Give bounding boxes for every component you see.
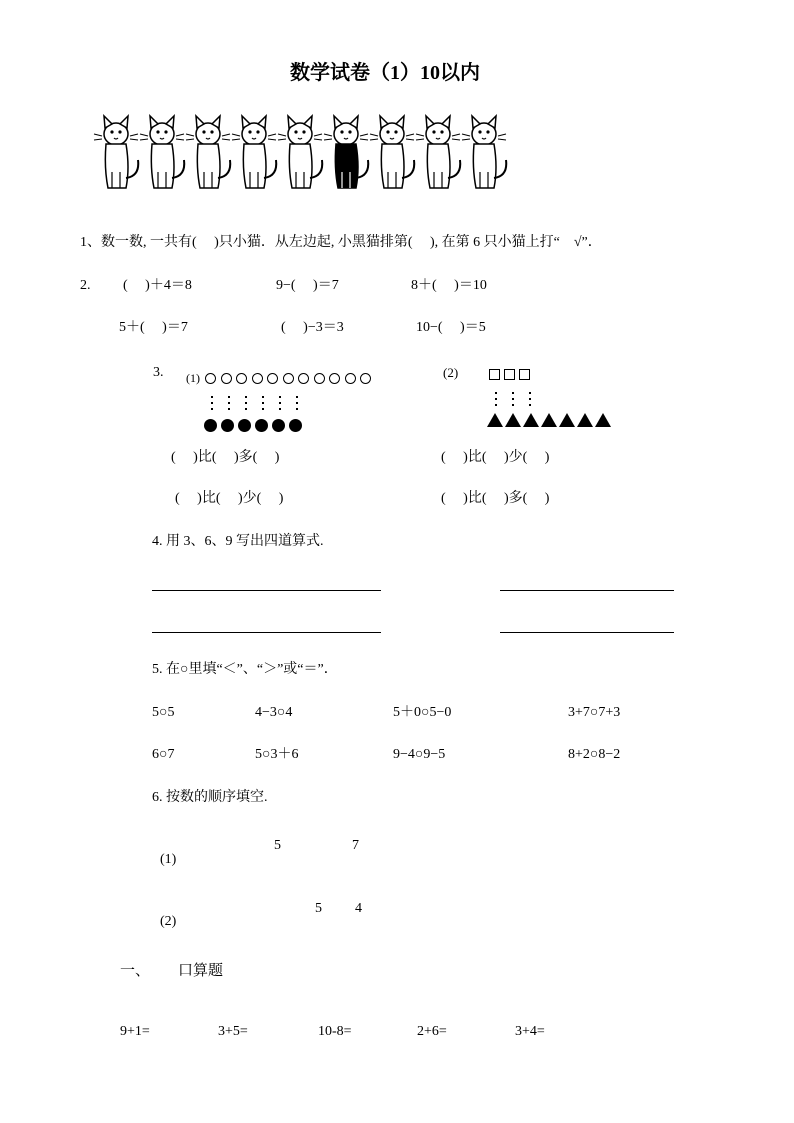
oral-item: 3+4= xyxy=(515,1024,545,1039)
filled-triangle xyxy=(487,413,503,427)
question-6: 6. 按数的顺序填空. xyxy=(152,790,268,805)
q3-part1-blank-more: ( )比( )多( ) xyxy=(171,450,280,465)
page-title: 数学试卷（1）10以内 xyxy=(290,62,480,84)
black-cat-icon xyxy=(324,116,368,188)
answer-line[interactable] xyxy=(152,590,381,591)
open-circles-row xyxy=(205,373,371,384)
open-circle xyxy=(205,373,216,384)
open-square xyxy=(504,369,515,380)
dotted-connector xyxy=(295,396,298,410)
dotted-connector xyxy=(210,396,213,410)
filled-circle xyxy=(221,419,234,432)
open-circle xyxy=(252,373,263,384)
q3-part1-blank-less: ( )比( )少( ) xyxy=(175,491,284,506)
cat-icon xyxy=(278,116,322,188)
q2-item: ( )＋4＝8 xyxy=(123,278,192,293)
open-circle xyxy=(221,373,232,384)
filled-triangle xyxy=(541,413,557,427)
filled-circle xyxy=(272,419,285,432)
q6-row2-label: (2) xyxy=(160,914,177,929)
question-5: 5. 在○里填“＜”、“＞”或“＝”． xyxy=(152,662,338,677)
q5-item: 8+2○8−2 xyxy=(568,747,621,762)
q2-item: 8＋( )＝10 xyxy=(411,278,487,293)
open-circle xyxy=(283,373,294,384)
q2-item: 9−( )＝7 xyxy=(276,278,339,293)
cat-icon xyxy=(186,116,230,188)
q3-part2-label: (2) xyxy=(443,365,459,380)
open-circle xyxy=(267,373,278,384)
cat-icon xyxy=(232,116,276,188)
question-3-label: 3. xyxy=(153,365,164,380)
q3-part1-label: (1) xyxy=(186,371,200,385)
answer-line[interactable] xyxy=(500,590,674,591)
filled-circle xyxy=(204,419,217,432)
answer-line[interactable] xyxy=(500,632,674,633)
open-circle xyxy=(329,373,340,384)
filled-triangles-row xyxy=(487,413,611,427)
cat-icon xyxy=(94,116,138,188)
open-square xyxy=(519,369,530,380)
filled-circles-row xyxy=(204,419,302,432)
q2-item: 5＋( )＝7 xyxy=(119,320,188,335)
q3-part2-blank-more: ( )比( )多( ) xyxy=(441,491,550,506)
answer-line[interactable] xyxy=(152,632,381,633)
open-circle xyxy=(345,373,356,384)
oral-item: 3+5= xyxy=(218,1024,248,1039)
q6-row1-label: (1) xyxy=(160,852,177,867)
q5-item: 5○5 xyxy=(152,705,175,720)
filled-circle xyxy=(289,419,302,432)
cats-illustration xyxy=(92,112,512,196)
q2-item: ( )−3＝3 xyxy=(281,320,344,335)
open-circle xyxy=(236,373,247,384)
filled-circle xyxy=(238,419,251,432)
dotted-connector xyxy=(511,392,514,406)
question-4: 4. 用 3、6、9 写出四道算式. xyxy=(152,534,324,549)
cat-icon xyxy=(462,116,506,188)
section-number: 一、 xyxy=(120,963,151,979)
dotted-connectors xyxy=(494,392,531,406)
filled-triangle xyxy=(505,413,521,427)
oral-item: 9+1= xyxy=(120,1024,150,1039)
q5-item: 3+7○7+3 xyxy=(568,705,621,720)
dotted-connector xyxy=(528,392,531,406)
question-1: 1、数一数, 一共有( )只小猫．从左边起, 小黑猫排第( ), 在第 6 只小猫上打“ √”． xyxy=(80,235,602,250)
oral-item: 10-8= xyxy=(318,1024,352,1039)
filled-triangle xyxy=(559,413,575,427)
open-circle xyxy=(314,373,325,384)
q6-row1-number: 5 xyxy=(274,838,281,853)
q2-item: 10−( )＝5 xyxy=(416,320,486,335)
open-circle xyxy=(360,373,371,384)
dotted-connector xyxy=(278,396,281,410)
question-2-label: 2. xyxy=(80,278,91,293)
dotted-connector xyxy=(494,392,497,406)
open-squares-row xyxy=(489,369,530,380)
q5-item: 5＋0○5−0 xyxy=(393,705,452,720)
dotted-connectors xyxy=(210,396,298,410)
section-title: 口算题 xyxy=(178,963,224,979)
oral-item: 2+6= xyxy=(417,1024,447,1039)
q6-row2-number: 5 xyxy=(315,901,322,916)
filled-triangle xyxy=(595,413,611,427)
q3-part2-blank-less: ( )比( )少( ) xyxy=(441,450,550,465)
open-square xyxy=(489,369,500,380)
filled-circle xyxy=(255,419,268,432)
q6-row1-number: 7 xyxy=(352,838,359,853)
q5-item: 9−4○9−5 xyxy=(393,747,446,762)
filled-triangle xyxy=(523,413,539,427)
dotted-connector xyxy=(244,396,247,410)
q6-row2-number: 4 xyxy=(355,901,362,916)
q5-item: 5○3＋6 xyxy=(255,747,299,762)
dotted-connector xyxy=(261,396,264,410)
cat-icon xyxy=(140,116,184,188)
cat-icon xyxy=(370,116,414,188)
filled-triangle xyxy=(577,413,593,427)
q5-item: 4−3○4 xyxy=(255,705,293,720)
cat-icon xyxy=(416,116,460,188)
dotted-connector xyxy=(227,396,230,410)
q5-item: 6○7 xyxy=(152,747,175,762)
open-circle xyxy=(298,373,309,384)
